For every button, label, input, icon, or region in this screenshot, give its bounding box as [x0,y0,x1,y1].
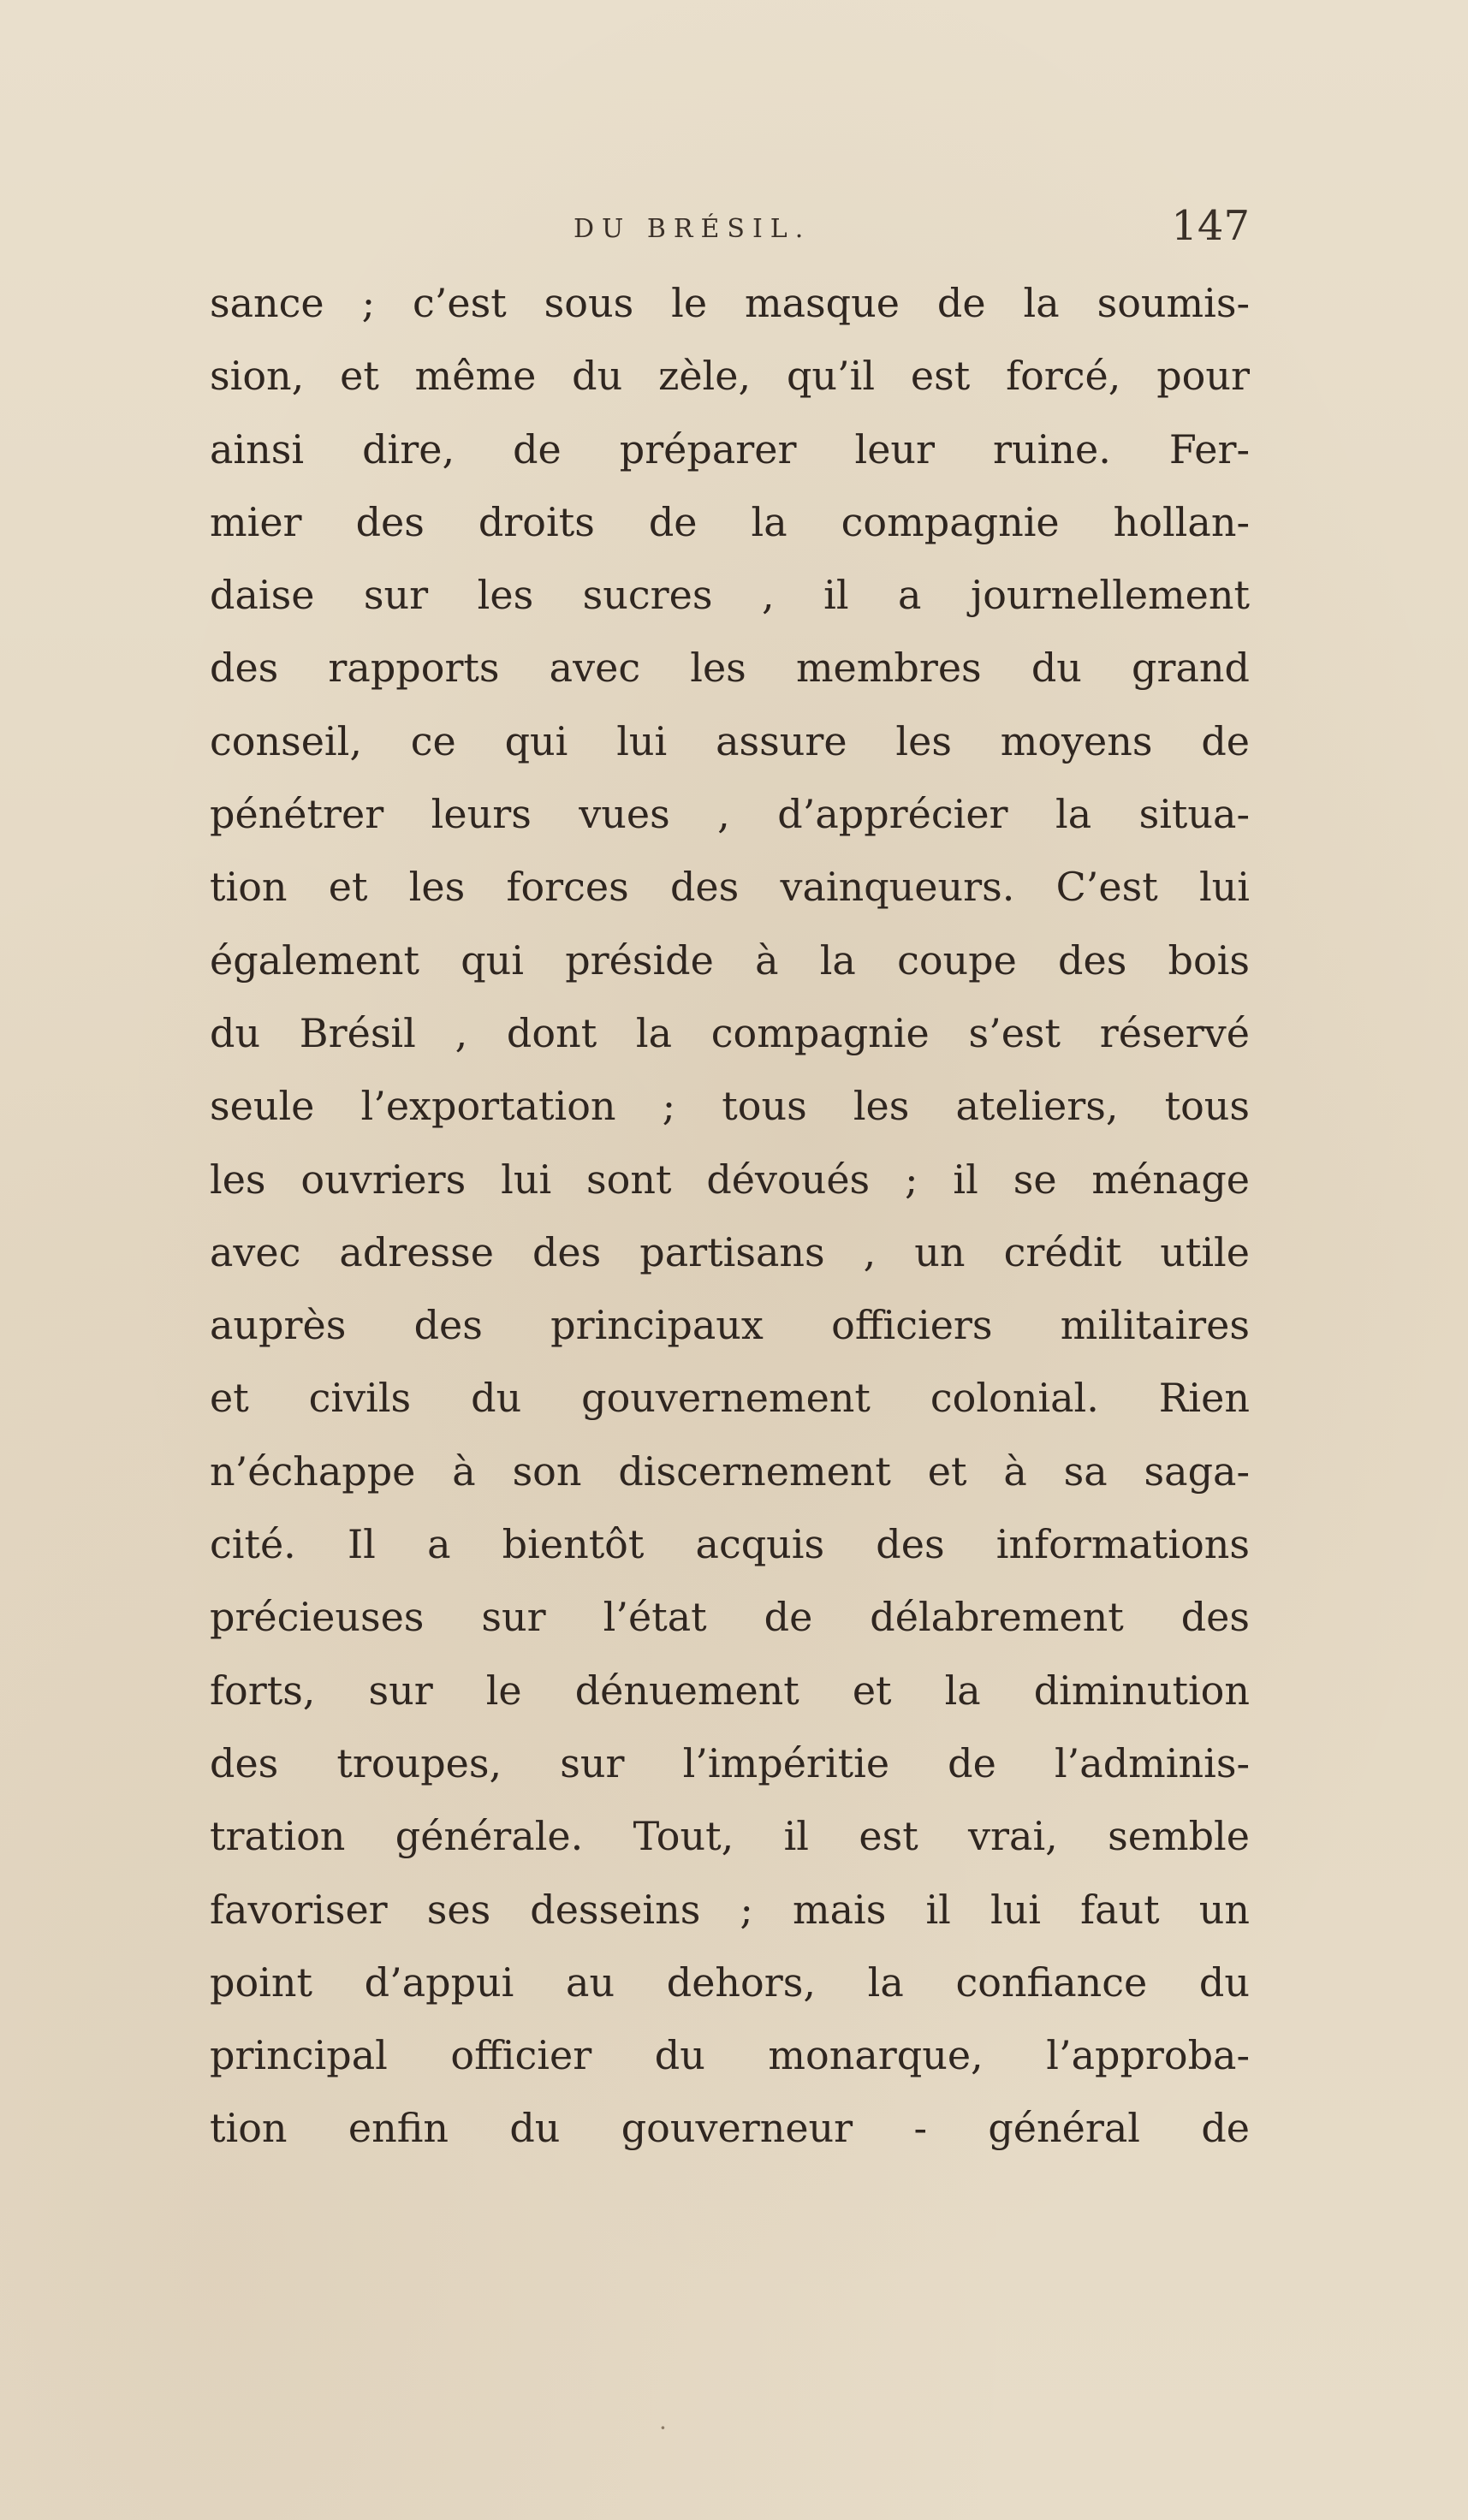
text-line: tion et les forces des vainqueurs. C’est lui [210,864,1250,911]
text-line: mier des droits de la compagnie hollan- [210,498,1250,545]
text-line: principal officier du monarque, l’approba- [210,2032,1250,2079]
text-line: conseil, ce qui lui assure les moyens de [210,717,1250,764]
text-line: du Brésil , dont la compagnie s’est réservé [210,1009,1250,1056]
text-line: tration générale. Tout, il est vrai, semble [210,1813,1250,1860]
text-line: n’échappe à son discernement et à sa saga- [210,1447,1250,1495]
text-line: les ouvriers lui sont dévoués ; il se ménage [210,1156,1250,1203]
text-line: seule l’exportation ; tous les ateliers, tous [210,1083,1250,1130]
text-line: précieuses sur l’état de délabrement des [210,1594,1250,1641]
running-head: DU BRÉSIL. [574,214,811,244]
text-line: pénétrer leurs vues , d’apprécier la situa- [210,791,1250,838]
text-line: avec adresse des partisans , un crédit utile [210,1228,1250,1275]
text-line: des troupes, sur l’impéritie de l’adminis- [210,1739,1250,1786]
text-line: sion, et même du zèle, qu’il est forcé, pour [210,353,1250,400]
text-line: daise sur les sucres , il a journellement [210,572,1250,619]
body-text [210,267,1250,2166]
text-line: également qui préside à la coupe des bois [210,936,1250,984]
ink-speck: · [659,2414,667,2442]
text-line: favoriser ses desseins ; mais il lui faut un [210,1886,1250,1933]
text-line: sance ; c’est sous le masque de la soumis- [210,280,1250,326]
text-line: cité. Il a bientôt acquis des informations [210,1521,1250,1568]
page-number: 147 [1171,202,1250,250]
text-line: tion enfin du gouverneur - général de [210,2105,1250,2152]
text-line: auprès des principaux officiers militaires [210,1302,1250,1349]
text-line: point d’appui au dehors, la confiance du [210,1958,1250,2006]
text-line: et civils du gouvernement colonial. Rien [210,1375,1250,1422]
text-line: ainsi dire, de préparer leur ruine. Fer- [210,425,1250,472]
text-line: des rapports avec les membres du grand [210,645,1250,692]
text-line: forts, sur le dénuement et la diminution [210,1667,1250,1714]
page-header [210,202,1250,270]
